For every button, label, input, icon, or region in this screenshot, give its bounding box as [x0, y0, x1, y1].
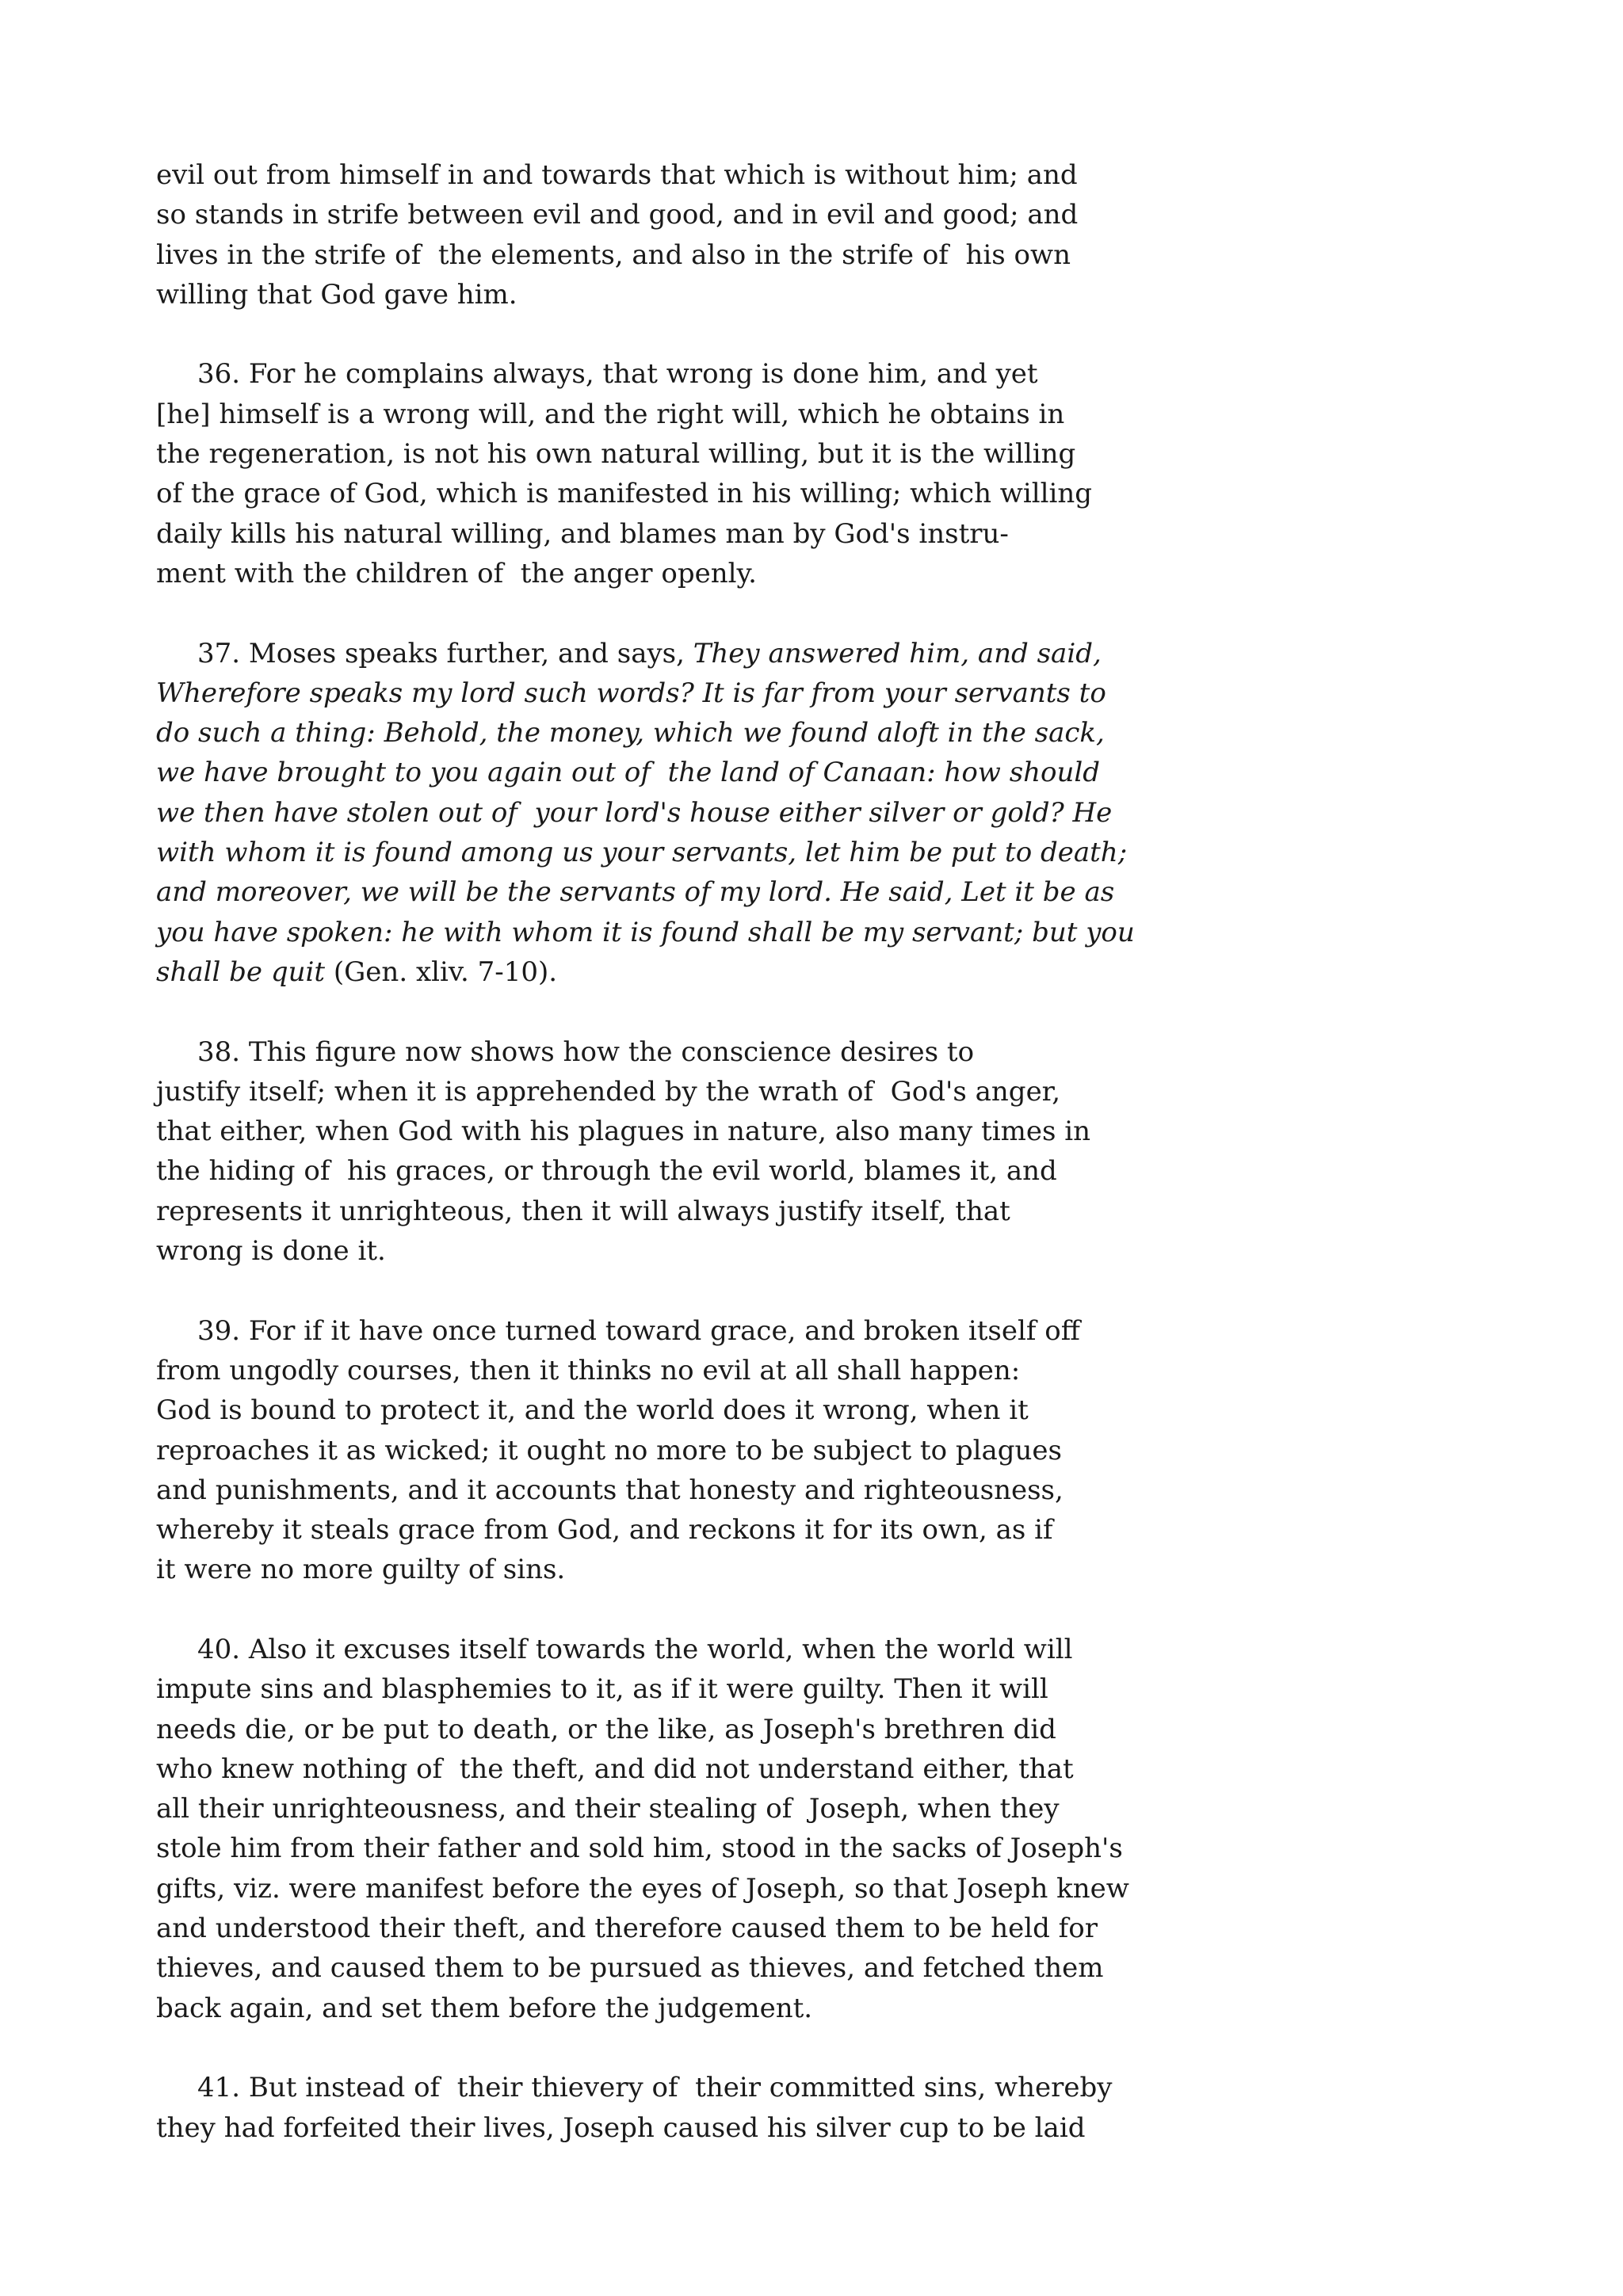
text-line [156, 1948, 1155, 1988]
text-run: the regeneration, is not his own natural willing, but it is the willing [156, 438, 1076, 471]
text-line [156, 1351, 1155, 1390]
text-run: so stands in strife between evil and good, and in evil and good; and [156, 199, 1079, 231]
text-line [156, 2068, 1155, 2107]
text-line [156, 354, 1155, 394]
text-line [156, 395, 1155, 434]
italic-run: They answered him, and said, [693, 637, 1102, 669]
italic-run: you have spoken: he with whom it is found shall be my servant; but you [156, 916, 1135, 948]
text-run: daily kills his natural willing, and blames man by God's instru- [156, 517, 1009, 550]
text-line [156, 1510, 1155, 1550]
text-line [156, 1909, 1155, 1948]
text-run: stole him from their father and sold him, stood in the sacks of Joseph's [156, 1833, 1123, 1865]
text-run: it were no more guilty of sins. [156, 1554, 566, 1586]
paragraph-p37 [156, 634, 1155, 993]
text-line [156, 833, 1155, 872]
text-run: of the grace of God, which is manifested in his willing; which willing [156, 478, 1093, 510]
text-run: lives in the strife of the elements, and also in the strife of his own [156, 238, 1071, 271]
text-line [156, 275, 1155, 315]
text-line [156, 1112, 1155, 1151]
text-run: needs die, or be put to death, or the like, as Joseph's brethren did [156, 1713, 1056, 1745]
text-run: [he] himself is a wrong will, and the right will, which he obtains in [156, 398, 1065, 430]
italic-run: with whom it is found among us your servants, let him be put to death; [156, 837, 1128, 869]
italic-run: Wherefore speaks my lord such words? It is far from your servants to [156, 677, 1106, 709]
text-run: back again, and set them before the judgement. [156, 1992, 813, 2024]
text-line [156, 1669, 1155, 1709]
italic-run: we then have stolen out of your lord's house either silver or gold? He [156, 796, 1113, 829]
paragraph-p40 [156, 1630, 1155, 2028]
text-line [156, 235, 1155, 275]
text-line [156, 634, 1155, 673]
text-line [156, 1710, 1155, 1749]
text-run: they had forfeited their lives, Joseph caused his silver cup to be laid [156, 2111, 1086, 2144]
text-line [156, 434, 1155, 474]
italic-run: we have brought to you again out of the land of Canaan: how should [156, 757, 1101, 789]
paragraph-p41 [156, 2068, 1155, 2148]
text-line [156, 1431, 1155, 1470]
text-run: thieves, and caused them to be pursued as thieves, and fetched them [156, 1952, 1104, 1985]
text-line [156, 1829, 1155, 1868]
paragraph-p38 [156, 1032, 1155, 1272]
text-line [156, 155, 1155, 195]
text-line [156, 1072, 1155, 1112]
text-line [156, 1151, 1155, 1191]
text-line [156, 1470, 1155, 1510]
text-line [156, 952, 1155, 992]
text-line [156, 2108, 1155, 2148]
text-line [156, 1749, 1155, 1789]
italic-run: and moreover, we will be the servants of my lord. He said, Let it be as [156, 876, 1115, 909]
text-run: God is bound to protect it, and the world does it wrong, when it [156, 1394, 1029, 1427]
text-line [156, 753, 1155, 792]
text-line [156, 713, 1155, 753]
text-line [156, 913, 1155, 952]
text-run: and understood their theft, and therefore caused them to be held for [156, 1913, 1098, 1945]
text-line [156, 514, 1155, 554]
text-run: whereby it steals grace from God, and reckons it for its own, as if [156, 1514, 1053, 1547]
text-line [156, 554, 1155, 593]
text-line [156, 1311, 1155, 1351]
text-run: ment with the children of the anger openly. [156, 557, 757, 589]
paragraph-p39 [156, 1311, 1155, 1590]
paragraph-p36 [156, 354, 1155, 593]
text-line [156, 1032, 1155, 1072]
text-run: (Gen. xliv. 7-10). [325, 955, 558, 988]
text-line [156, 1192, 1155, 1231]
text-run: willing that God gave him. [156, 278, 517, 311]
text-run: evil out from himself in and towards that which is without him; and [156, 159, 1078, 191]
text-line [156, 474, 1155, 513]
text-run: reproaches it as wicked; it ought no more to be subject to plagues [156, 1434, 1063, 1466]
text-line [156, 1390, 1155, 1430]
text-run: represents it unrighteous, then it will always justify itself, that [156, 1195, 1010, 1227]
text-run: 38. This figure now shows how the conscience desires to [197, 1035, 975, 1068]
text-line [156, 1231, 1155, 1271]
body-text [156, 155, 1155, 2187]
text-line [156, 673, 1155, 713]
text-run: 36. For he complains always, that wrong is done him, and yet [197, 358, 1038, 391]
text-run: that either, when God with his plagues in nature, also many times in [156, 1116, 1090, 1148]
paragraph-p35-cont [156, 155, 1155, 315]
text-line [156, 793, 1155, 833]
text-line [156, 1869, 1155, 1909]
text-run: who knew nothing of the theft, and did not understand either, that [156, 1753, 1074, 1785]
text-run: 39. For if it have once turned toward grace, and broken itself off [197, 1314, 1080, 1347]
text-run: 41. But instead of their thievery of their committed sins, whereby [197, 2072, 1113, 2104]
text-line [156, 1989, 1155, 2028]
text-line [156, 195, 1155, 235]
text-run: justify itself; when it is apprehended by the wrath of God's anger, [156, 1075, 1061, 1108]
text-run: from ungodly courses, then it thinks no evil at all shall happen: [156, 1354, 1021, 1386]
text-run: all their unrighteousness, and their stealing of Joseph, when they [156, 1793, 1060, 1825]
text-line [156, 1789, 1155, 1829]
text-line [156, 1550, 1155, 1589]
text-run: wrong is done it. [156, 1235, 386, 1268]
text-run: gifts, viz. were manifest before the eyes of Joseph, so that Joseph knew [156, 1872, 1129, 1905]
italic-run: shall be quit [156, 955, 326, 988]
text-run: the hiding of his graces, or through the evil world, blames it, and [156, 1155, 1057, 1188]
text-run: impute sins and blasphemies to it, as if it were guilty. Then it will [156, 1673, 1048, 1706]
italic-run: do such a thing: Behold, the money, which we found aloft in the sack, [156, 717, 1105, 749]
text-run: 40. Also it excuses itself towards the world, when the world will [197, 1633, 1073, 1665]
text-run: 37. Moses speaks further, and says, [197, 637, 693, 669]
text-line [156, 1630, 1155, 1669]
text-line [156, 872, 1155, 912]
text-run: and punishments, and it accounts that honesty and righteousness, [156, 1474, 1064, 1506]
